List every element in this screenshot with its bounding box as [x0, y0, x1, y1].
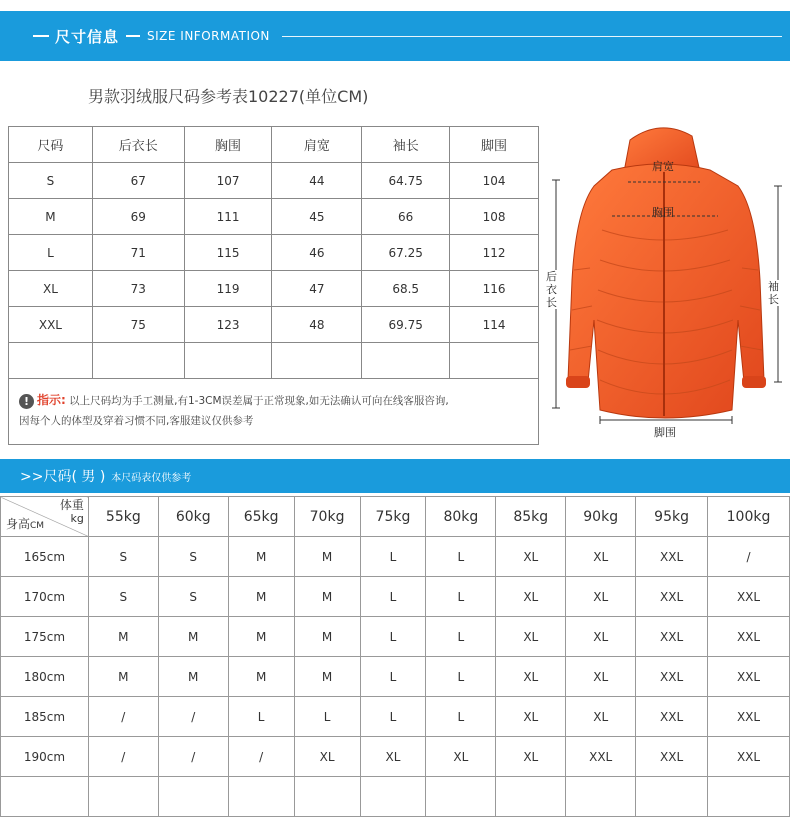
recommended-size-cell: M: [228, 617, 294, 657]
recommended-size-cell: M: [228, 537, 294, 577]
weight-col-header: 55kg: [88, 497, 158, 537]
height-cell: 170cm: [1, 577, 89, 617]
corner-cell: [1, 497, 89, 537]
info-icon: !: [19, 394, 34, 409]
recommend-header-row: [1, 497, 790, 537]
recommended-size-cell: XXL: [636, 537, 708, 577]
recommended-size-cell: M: [158, 617, 228, 657]
size-cell: [92, 343, 184, 379]
table-row: [9, 199, 539, 235]
size-cell: [184, 343, 272, 379]
recommended-size-cell: XXL: [636, 617, 708, 657]
note-line-1: 以上尺码均为手工测量,有1-3CM误差属于正常现象,如无法确认可向在线客服咨询,: [69, 395, 449, 407]
recommended-size-cell: XL: [426, 737, 496, 777]
recommended-size-cell: M: [294, 657, 360, 697]
recommended-size-cell: XXL: [566, 737, 636, 777]
size-col-header: 尺码: [9, 127, 93, 163]
banner-rule: [282, 36, 782, 37]
size-col-header: 胸围: [184, 127, 272, 163]
recommended-size-cell: XXL: [636, 697, 708, 737]
size-cell: 66: [362, 199, 450, 235]
recommended-size-cell: /: [88, 737, 158, 777]
label-shoulder: 肩宽: [652, 160, 674, 173]
size-chart-table: [8, 126, 539, 379]
size-cell: 104: [450, 163, 539, 199]
height-cell: 180cm: [1, 657, 89, 697]
recommended-size-cell: [294, 777, 360, 817]
height-cell: [1, 777, 89, 817]
recommended-size-cell: XXL: [708, 577, 790, 617]
weight-col-header: 65kg: [228, 497, 294, 537]
table-row: [1, 657, 790, 697]
recommended-size-cell: /: [158, 697, 228, 737]
recommended-size-cell: XL: [566, 537, 636, 577]
recommended-size-cell: XL: [360, 737, 426, 777]
recommended-size-cell: XL: [496, 697, 566, 737]
weight-col-header: 60kg: [158, 497, 228, 537]
size-cell: 108: [450, 199, 539, 235]
table-row: [1, 777, 790, 817]
recommended-size-cell: [708, 777, 790, 817]
recommended-size-cell: XXL: [636, 657, 708, 697]
recommended-size-cell: M: [228, 657, 294, 697]
recommended-size-cell: [636, 777, 708, 817]
size-cell: L: [9, 235, 93, 271]
size-cell: 44: [272, 163, 362, 199]
recommended-size-cell: /: [158, 737, 228, 777]
table-row: [9, 307, 539, 343]
recommended-size-cell: L: [360, 697, 426, 737]
size-cell: [272, 343, 362, 379]
recommended-size-cell: /: [708, 537, 790, 577]
recommended-size-cell: L: [426, 617, 496, 657]
recommended-size-cell: XL: [496, 537, 566, 577]
recommended-size-cell: [426, 777, 496, 817]
size-cell: 68.5: [362, 271, 450, 307]
corner-height: [6, 515, 44, 532]
recommended-size-cell: XXL: [636, 737, 708, 777]
height-cell: 165cm: [1, 537, 89, 577]
label-hem: 脚围: [654, 426, 676, 439]
size-cell: 123: [184, 307, 272, 343]
recommended-size-cell: L: [228, 697, 294, 737]
size-cell: XXL: [9, 307, 93, 343]
recommended-size-cell: L: [360, 537, 426, 577]
recommended-size-cell: XL: [496, 577, 566, 617]
label-sleeve: [768, 280, 779, 306]
size-cell: 45: [272, 199, 362, 235]
label-back-length-2: 衣: [546, 283, 557, 296]
size-cell: 64.75: [362, 163, 450, 199]
size-cell: 115: [184, 235, 272, 271]
label-sleeve-1: 袖: [768, 280, 779, 293]
banner-title-cn: 尺寸信息: [55, 27, 120, 46]
size-cell: 71: [92, 235, 184, 271]
size-cell: 67.25: [362, 235, 450, 271]
size-cell: [362, 343, 450, 379]
table-row: [9, 343, 539, 379]
size-cell: XL: [9, 271, 93, 307]
recommended-size-cell: L: [360, 617, 426, 657]
recommend-title: >>尺码( 男 ): [20, 469, 106, 485]
weight-col-header: 85kg: [496, 497, 566, 537]
size-cell: M: [9, 199, 93, 235]
recommended-size-cell: M: [294, 577, 360, 617]
label-back-length-1: 后: [546, 270, 557, 283]
corner-weight-unit: kg: [70, 512, 84, 525]
corner-weight: [60, 499, 84, 525]
label-chest: 胸围: [652, 206, 674, 219]
recommended-size-cell: XXL: [708, 617, 790, 657]
recommended-size-cell: XXL: [708, 657, 790, 697]
recommended-size-cell: XL: [496, 617, 566, 657]
weight-col-header: 100kg: [708, 497, 790, 537]
recommended-size-cell: [88, 777, 158, 817]
size-cell: 112: [450, 235, 539, 271]
table-row: [9, 235, 539, 271]
table-row: [1, 577, 790, 617]
size-info-banner: [0, 11, 790, 61]
recommended-size-cell: L: [294, 697, 360, 737]
jacket-illustration: [542, 120, 790, 446]
size-cell: 69: [92, 199, 184, 235]
size-col-header: 后衣长: [92, 127, 184, 163]
recommended-size-cell: XXL: [636, 577, 708, 617]
recommend-banner: [0, 459, 790, 493]
weight-col-header: 70kg: [294, 497, 360, 537]
recommended-size-cell: S: [158, 577, 228, 617]
size-cell: [9, 343, 93, 379]
size-cell: 47: [272, 271, 362, 307]
size-cell: 111: [184, 199, 272, 235]
size-cell: 48: [272, 307, 362, 343]
note-label: 指示:: [37, 393, 66, 407]
recommended-size-cell: [158, 777, 228, 817]
size-chart-header-row: [9, 127, 539, 163]
recommended-size-cell: [496, 777, 566, 817]
recommended-size-cell: XL: [496, 657, 566, 697]
weight-col-header: 80kg: [426, 497, 496, 537]
label-back-length-3: 长: [546, 296, 557, 309]
recommend-table: [0, 496, 790, 817]
recommended-size-cell: /: [88, 697, 158, 737]
recommended-size-cell: XXL: [708, 737, 790, 777]
label-sleeve-2: 长: [768, 293, 779, 306]
size-cell: 107: [184, 163, 272, 199]
weight-col-header: 95kg: [636, 497, 708, 537]
size-cell: 69.75: [362, 307, 450, 343]
corner-height-label: 身高: [6, 517, 31, 531]
size-cell: 116: [450, 271, 539, 307]
weight-col-header: 75kg: [360, 497, 426, 537]
label-back-length: [546, 270, 557, 309]
recommend-subtitle: 本尺码表仅供参考: [111, 472, 192, 484]
recommended-size-cell: L: [360, 657, 426, 697]
recommended-size-cell: XXL: [708, 697, 790, 737]
size-cell: 67: [92, 163, 184, 199]
recommended-size-cell: S: [88, 537, 158, 577]
recommended-size-cell: L: [426, 697, 496, 737]
table-row: [1, 697, 790, 737]
recommended-size-cell: XL: [566, 617, 636, 657]
recommended-size-cell: M: [228, 577, 294, 617]
recommended-size-cell: M: [88, 657, 158, 697]
note-line-2: 因每个人的体型及穿着习惯不同,客服建议仅供参考: [19, 415, 254, 427]
recommended-size-cell: XL: [566, 577, 636, 617]
table-row: [1, 737, 790, 777]
recommended-size-cell: [566, 777, 636, 817]
size-cell: 75: [92, 307, 184, 343]
size-col-header: 袖长: [362, 127, 450, 163]
size-col-header: 肩宽: [272, 127, 362, 163]
size-cell: S: [9, 163, 93, 199]
recommended-size-cell: [360, 777, 426, 817]
recommended-size-cell: M: [294, 537, 360, 577]
table-row: [9, 271, 539, 307]
banner-dash: [33, 35, 49, 37]
recommended-size-cell: M: [158, 657, 228, 697]
table-row: [9, 163, 539, 199]
size-note: [8, 378, 539, 445]
corner-height-unit: CM: [30, 521, 45, 531]
recommended-size-cell: [228, 777, 294, 817]
size-cell: [450, 343, 539, 379]
recommended-size-cell: S: [88, 577, 158, 617]
size-col-header: 脚围: [450, 127, 539, 163]
size-chart-title: 男款羽绒服尺码参考表10227(单位CM): [88, 87, 369, 106]
table-row: [1, 537, 790, 577]
recommended-size-cell: L: [426, 657, 496, 697]
banner-title-en: SIZE INFORMATION: [147, 29, 270, 43]
recommended-size-cell: L: [360, 577, 426, 617]
height-cell: 175cm: [1, 617, 89, 657]
recommended-size-cell: S: [158, 537, 228, 577]
weight-col-header: 90kg: [566, 497, 636, 537]
recommended-size-cell: XL: [566, 657, 636, 697]
height-cell: 190cm: [1, 737, 89, 777]
recommended-size-cell: M: [88, 617, 158, 657]
recommended-size-cell: /: [228, 737, 294, 777]
height-cell: 185cm: [1, 697, 89, 737]
recommended-size-cell: XL: [294, 737, 360, 777]
recommended-size-cell: XL: [566, 697, 636, 737]
recommended-size-cell: XL: [496, 737, 566, 777]
recommended-size-cell: L: [426, 537, 496, 577]
size-cell: 73: [92, 271, 184, 307]
table-row: [1, 617, 790, 657]
recommended-size-cell: M: [294, 617, 360, 657]
size-cell: 114: [450, 307, 539, 343]
corner-weight-label: 体重: [59, 498, 84, 512]
size-cell: 46: [272, 235, 362, 271]
size-cell: 119: [184, 271, 272, 307]
recommended-size-cell: L: [426, 577, 496, 617]
banner-dash: [126, 35, 140, 37]
